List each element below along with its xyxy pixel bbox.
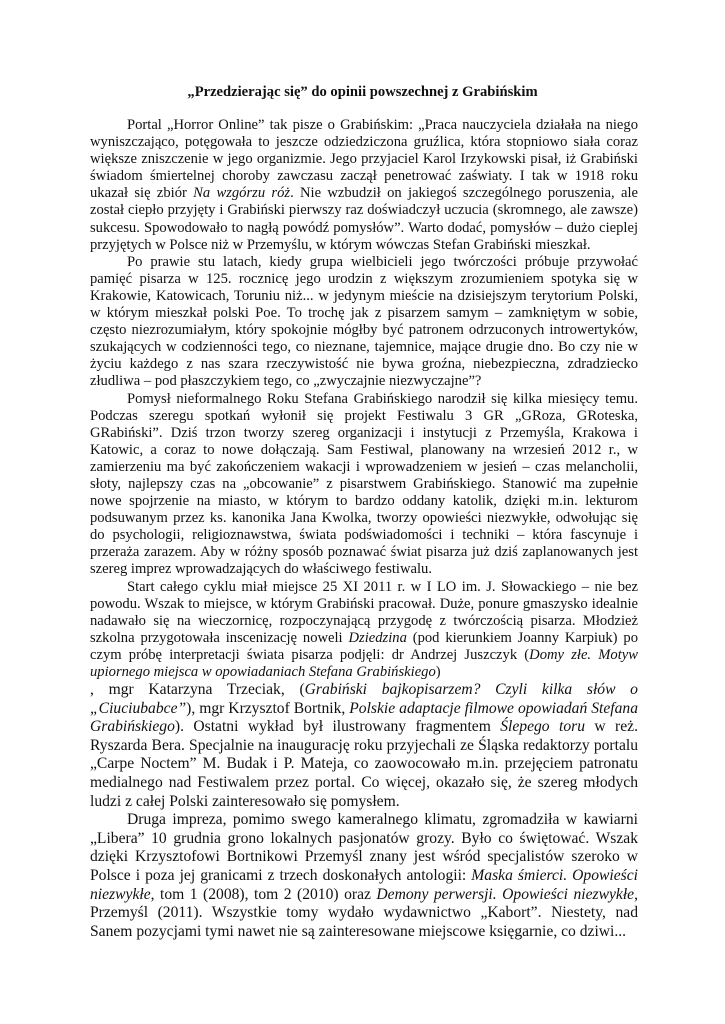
text-run: ). Ostatni wykład był ilustrowany fragmentem [174, 718, 501, 736]
paragraph [90, 681, 638, 811]
text-run: w reż. Ryszarda Bera. Specjalnie na inaugurację roku przyjechali ze Śląska redaktorzy portalu „Carpe Noctem” M. Budak i P. Mateja, co zaowocowało m.in. przejęciem patronatu medialnego nad Festiwalem przez portal. Co więcej, okazało się, że szereg młodych ludzi z całej Polski zainteresowało się pomysłem. [90, 718, 638, 810]
italic-title: Ślepego toru [500, 718, 585, 736]
text-run: (pod kierunkiem Joanny Karpiuk) po czym próbę interpretacji świata pisarza podjęli: dr Andrzej Juszczyk ( [90, 629, 639, 663]
article-body [90, 117, 638, 941]
text-run: Portal „Horror Online” tak pisze o Grabińskim: „Praca nauczyciela działała na niego wyniszczająco, potęgowała to jeszcze odziedziczona gruźlica, która stopniowo siała coraz większe zniszczenie w jego organizmie. Jego przyjaciel Karol Irzykowski pisał, iż Grabiński świadom śmiertelnej choroby zawczasu zaczął penetrować zaświaty. I tak w 1918 roku ukazał się zbiór [90, 117, 638, 202]
text-run: , Przemyśl (2011). Wszystkie tomy wydało wydawnictwo „Kabort”. Niestety, nad Sanem pozycjami tymi nawet nie są zainteresowane miejscowe księgarnie, co dziwi... [90, 885, 638, 940]
paragraph [90, 254, 638, 391]
italic-title: Dziedzina [348, 629, 407, 646]
text-run: , tom 1 (2008), tom 2 (2010) oraz [150, 885, 377, 903]
text-run: Pomysł nieformalnego Roku Stefana Grabińskiego narodził się kilka miesięcy temu. Podczas szeregu spotkań wyłonił się projekt Festiwalu 3 GR „GRoza, GRoteska, GRabiński”. Dziś trzon tworzy szereg organizacji i instytucji z Przemyśla, Krakowa i Katowic, a coraz to nowe dołączają. Sam Festiwal, planowany na wrzesień 2012 r., w zamierzeniu ma być zakończeniem wakacji i wprowadzeniem w jesień – czas melancholii, słoty, najlepszy czas na „obcowanie” z pisarstwem Grabińskiego. Stanowić ma zupełnie nowe spojrzenie na miasto, w którym to bardzo oddany katolik, dzięki m.in. lekturom podsuwanym przez ks. kanonika Jana Kwolka, tworzy opowieści niezwykłe, odwołując się do psychologii, religioznawstwa, świata podświadomości i techniki – która fascynuje i przeraża zarazem. Aby w różny sposób poznawać świat pisarza już dziś zaplanowanych jest szereg imprez wprowadzających do właściwego festiwalu. [90, 390, 638, 578]
paragraph [90, 117, 638, 254]
paragraph [90, 391, 638, 579]
italic-title: Maska śmierci. Opowieści niezwykłe [90, 867, 638, 903]
italic-title: Polskie adaptacje filmowe opowiadań Stefana Grabińskiego [90, 699, 638, 736]
italic-title: Grabiński bajkopisarzem? Czyli kilka słów o „Ciuciubabce” [90, 681, 638, 717]
text-run: Druga impreza, pomimo swego kameralnego klimatu, zgromadziła w kawiarni „Libera” 10 grudnia grono lokalnych pasjonatów grozy. Było co świętować. Wszak dzięki Krzysztofowi Bortnikowi Przemyśl znany jest wśród specjalistów szeroko w Polsce i poza jej granicami z trzech doskonałych antologii: [90, 811, 638, 885]
paragraph [90, 579, 638, 682]
paragraph [90, 811, 638, 941]
text-run: , mgr Katarzyna Trzeciak, ( [90, 681, 305, 699]
text-run: ), mgr Krzysztof Bortnik, [186, 699, 350, 717]
italic-title: Na wzgórzu róż [193, 185, 291, 202]
text-run: Start całego cyklu miał miejsce 25 XI 2011 r. w I LO im. J. Słowackiego – nie bez powodu. Wszak to miejsce, w którym Grabiński pracował. Duże, ponure gmaszysko idealnie nadawało się na wieczornicę, rozpoczynającą przygodę z twórczością pisarza. Młodzież szkolna przygotowała inscenizację noweli [90, 578, 638, 646]
text-run: . Nie wzbudził on jakiegoś szczególnego poruszenia, ale został ciepło przyjęty i Grabiński pierwszy raz doświadczył uczucia (skromnego, ale zawsze) sukcesu. Spowodowało to nagłą powódź pomysłów”. Warto dodać, pomysłów – dużo cieplej przyjętych w Polsce niż w Przemyślu, w którym wówczas Stefan Grabiński mieszkał. [90, 185, 638, 253]
text-run: Po prawie stu latach, kiedy grupa wielbicieli jego twórczości próbuje przywołać pamięć pisarza w 125. rocznicę jego urodzin z większym zrozumieniem spotyka się w Krakowie, Katowicach, Toruniu niż... w jedynym mieście na dzisiejszym terytorium Polski, w którym mieszkał polski Poe. To trochę jak z pisarzem samym – zamkniętym w sobie, często niezrozumiałym, który spokojnie mógłby być patronem odrzuconych introwertyków, szukających w codzienności tego, co nieznane, tajemnice, mające drugie dno. Bo czy nie w życiu każdego z nas szara rzeczywistość nie bywa groźna, niebezpieczna, zdradziecko złudliwa – pod płaszczykiem tego, co „zwyczajnie niezwyczajne”? [90, 253, 638, 390]
text-run: ) [435, 664, 441, 680]
italic-title: Demony perwersji. Opowieści niezwykłe [376, 885, 635, 903]
italic-title: Domy złe. Motyw upiornego miejsca w opowiadaniach Stefana Grabińskiego [90, 646, 638, 680]
page-title: „Przedzierając się” do opinii powszechnej z Grabińskim [187, 84, 538, 100]
